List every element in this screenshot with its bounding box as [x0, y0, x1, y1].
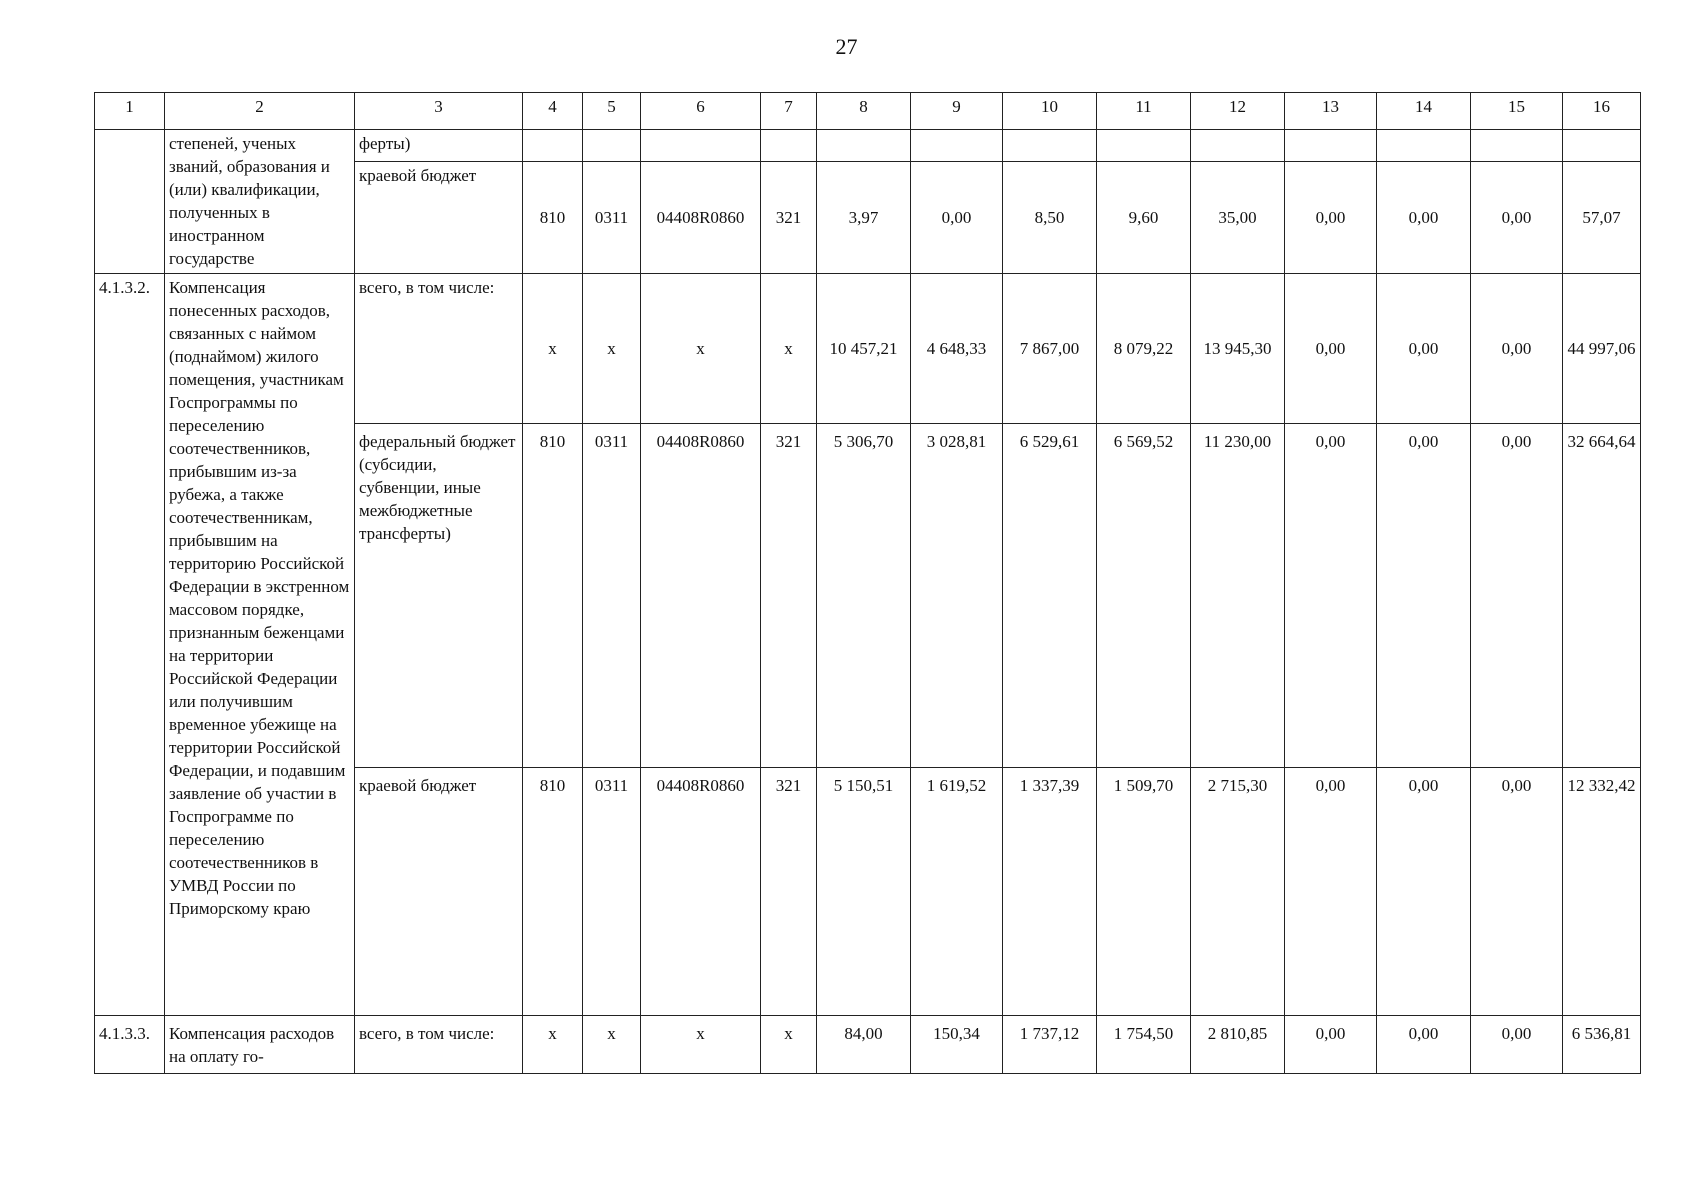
column-header: 10 [1003, 93, 1097, 130]
budget-code: x [523, 274, 583, 424]
column-header: 11 [1097, 93, 1191, 130]
value-cell: 1 619,52 [911, 768, 1003, 1016]
funding-source: федеральный бюджет (субсидии, субвенции, иные межбюджетные трансферты) [355, 424, 523, 768]
column-header: 16 [1563, 93, 1641, 130]
item-description: степеней, ученых званий, образования и (или) квалификации, полученных в иностранном государстве [165, 130, 355, 274]
value-cell: 32 664,64 [1563, 424, 1641, 768]
value-cell: 0,00 [1285, 1016, 1377, 1074]
value-cell: 0,00 [1285, 768, 1377, 1016]
funding-source: всего, в том числе: [355, 1016, 523, 1074]
section-code: x [583, 274, 641, 424]
column-header: 4 [523, 93, 583, 130]
expense-code: x [761, 274, 817, 424]
column-header: 15 [1471, 93, 1563, 130]
funding-source: всего, в том числе: [355, 274, 523, 424]
item-number-cell [95, 130, 165, 274]
value-cell: 11 230,00 [1191, 424, 1285, 768]
value-cell: 3,97 [817, 162, 911, 274]
page-number: 27 [835, 34, 858, 59]
column-header: 13 [1285, 93, 1377, 130]
value-cell: 35,00 [1191, 162, 1285, 274]
value-cell: 8 079,22 [1097, 274, 1191, 424]
item-description: Компенсация расходов на оплату го- [165, 1016, 355, 1074]
budget-code: 810 [523, 768, 583, 1016]
column-header: 2 [165, 93, 355, 130]
expense-code: 321 [761, 768, 817, 1016]
target-code: 04408R0860 [641, 162, 761, 274]
item-description: Компенсация понесенных расходов, связанных с наймом (поднаймом) жилого помещения, участникам Госпрограммы по переселению соотечественников, прибывшим из-за рубежа, а также соотечественникам, прибывшим на территорию Российской Федерации в экстренном массовом порядке, признанным беженцами на территории Российской Федерации или получившим временное убежище на территории Российской Федерации, и подавшим заявление об участии в Госпрограмме по переселению соотечественников в УМВД России по Приморскому краю [165, 274, 355, 1016]
target-code: 04408R0860 [641, 424, 761, 768]
item-number: 4.1.3.3. [95, 1016, 165, 1074]
value-cell: 7 867,00 [1003, 274, 1097, 424]
value-cell: 0,00 [1471, 768, 1563, 1016]
value-cell: 0,00 [1377, 1016, 1471, 1074]
value-cell: 6 569,52 [1097, 424, 1191, 768]
target-code: x [641, 1016, 761, 1074]
funding-source: краевой бюджет [355, 768, 523, 1016]
value-cell: 1 754,50 [1097, 1016, 1191, 1074]
value-cell: 6 529,61 [1003, 424, 1097, 768]
column-header: 8 [817, 93, 911, 130]
target-code: x [641, 274, 761, 424]
value-cell: 2 810,85 [1191, 1016, 1285, 1074]
column-header: 6 [641, 93, 761, 130]
value-cell: 0,00 [911, 162, 1003, 274]
section-code: 0311 [583, 424, 641, 768]
column-header: 14 [1377, 93, 1471, 130]
value-cell: 0,00 [1471, 1016, 1563, 1074]
column-header: 3 [355, 93, 523, 130]
value-cell: 57,07 [1563, 162, 1641, 274]
section-code: x [583, 1016, 641, 1074]
value-cell: 5 150,51 [817, 768, 911, 1016]
value-cell: 10 457,21 [817, 274, 911, 424]
value-cell: 150,34 [911, 1016, 1003, 1074]
value-cell: 0,00 [1471, 424, 1563, 768]
value-cell: 12 332,42 [1563, 768, 1641, 1016]
expense-code: 321 [761, 162, 817, 274]
value-cell: 44 997,06 [1563, 274, 1641, 424]
value-cell: 4 648,33 [911, 274, 1003, 424]
value-cell: 13 945,30 [1191, 274, 1285, 424]
value-cell: 9,60 [1097, 162, 1191, 274]
value-cell: 8,50 [1003, 162, 1097, 274]
section-code: 0311 [583, 768, 641, 1016]
value-cell: 0,00 [1471, 274, 1563, 424]
value-cell: 0,00 [1377, 274, 1471, 424]
value-cell: 0,00 [1377, 424, 1471, 768]
budget-code: 810 [523, 162, 583, 274]
value-cell: 0,00 [1285, 274, 1377, 424]
budget-code: x [523, 1016, 583, 1074]
table-row [95, 130, 1641, 162]
funding-source: ферты) [355, 130, 523, 162]
section-code: 0311 [583, 162, 641, 274]
budget-code: 810 [523, 424, 583, 768]
value-cell: 1 737,12 [1003, 1016, 1097, 1074]
value-cell: 6 536,81 [1563, 1016, 1641, 1074]
target-code: 04408R0860 [641, 768, 761, 1016]
value-cell: 0,00 [1471, 162, 1563, 274]
header-row [95, 93, 1641, 130]
value-cell: 0,00 [1285, 162, 1377, 274]
expense-code: 321 [761, 424, 817, 768]
value-cell: 0,00 [1285, 424, 1377, 768]
column-header: 9 [911, 93, 1003, 130]
value-cell: 1 337,39 [1003, 768, 1097, 1016]
value-cell: 0,00 [1377, 768, 1471, 1016]
value-cell: 2 715,30 [1191, 768, 1285, 1016]
column-header: 7 [761, 93, 817, 130]
table-row [95, 274, 1641, 424]
funding-source: краевой бюджет [355, 162, 523, 274]
value-cell: 5 306,70 [817, 424, 911, 768]
value-cell: 3 028,81 [911, 424, 1003, 768]
budget-table [94, 92, 1641, 1074]
value-cell: 84,00 [817, 1016, 911, 1074]
column-header: 5 [583, 93, 641, 130]
value-cell: 0,00 [1377, 162, 1471, 274]
column-header: 12 [1191, 93, 1285, 130]
item-number: 4.1.3.2. [95, 274, 165, 1016]
expense-code: x [761, 1016, 817, 1074]
column-header: 1 [95, 93, 165, 130]
table-row [95, 1016, 1641, 1074]
value-cell: 1 509,70 [1097, 768, 1191, 1016]
